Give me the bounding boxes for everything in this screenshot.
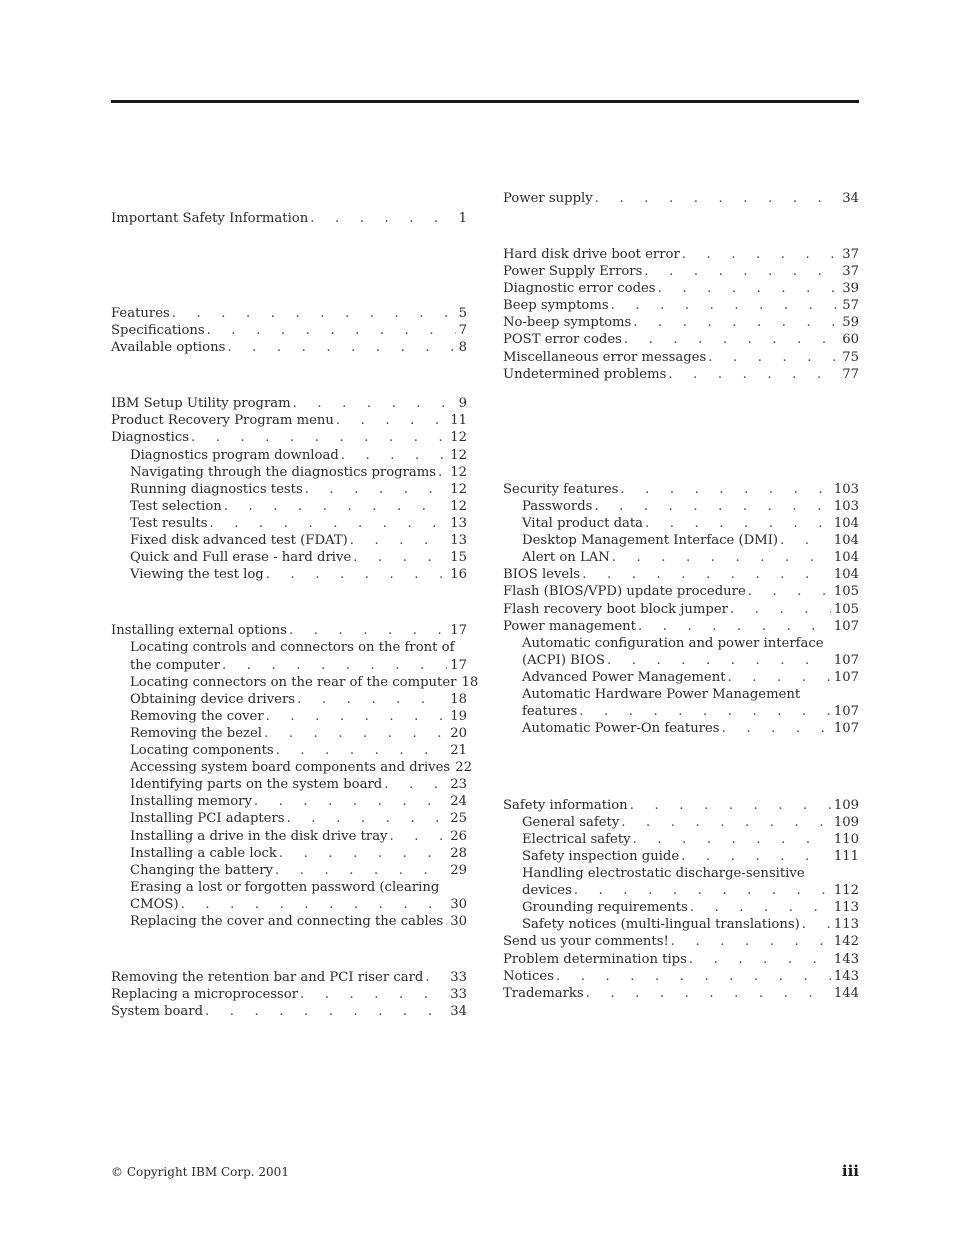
toc-title: Installing memory [130,794,252,809]
toc-entry[interactable] [130,776,467,793]
toc-entry[interactable] [130,810,467,827]
toc-title: Vital product data [522,516,644,531]
toc-page: 12 [450,465,467,480]
toc-leader [279,845,447,862]
toc-leader [689,951,831,968]
toc-entry[interactable] [130,657,467,674]
toc-entry[interactable] [503,968,859,985]
toc-page: 34 [842,191,859,206]
toc-page: 5 [458,306,467,321]
toc-page: 113 [833,917,859,932]
toc-entry[interactable] [130,879,467,896]
toc-title: BIOS levels [503,567,581,582]
toc-page: 105 [833,584,859,599]
toc-page: 13 [450,516,467,531]
toc-page: 143 [833,969,859,984]
toc-entry[interactable] [111,305,467,322]
toc-entry[interactable] [130,708,467,725]
toc-title: Power management [503,619,636,634]
toc-entry[interactable] [522,899,859,916]
toc-leader [353,549,447,566]
toc-page: 28 [450,846,467,861]
toc-page: 143 [833,952,859,967]
toc-leader [172,305,456,322]
toc-title: Hard disk drive boot error [503,247,680,262]
toc-title: Replacing the cover and connecting the cables [130,914,444,929]
toc-page: 7 [458,323,467,338]
toc-leader [574,882,831,899]
toc-title: CMOS) [130,897,179,912]
toc-entry[interactable] [130,828,467,845]
toc-entry[interactable] [503,331,859,348]
toc-leader [287,810,448,827]
toc-entry[interactable] [130,549,467,566]
toc-page: 104 [833,533,859,548]
toc-title: Send us your comments! [503,934,669,949]
toc-page: 113 [833,900,859,915]
toc-leader [607,652,831,669]
toc-page: 39 [842,281,859,296]
toc-leader [611,297,840,314]
toc-entry[interactable] [130,481,467,498]
toc-leader [658,280,840,297]
toc-page: 34 [450,1004,467,1019]
toc-leader [556,968,831,985]
toc-entry[interactable] [130,498,467,515]
toc-page: 37 [842,264,859,279]
toc-page: 107 [833,704,859,719]
page-number: iii [841,1162,859,1180]
toc-page: 9 [458,396,467,411]
toc-page: 12 [450,430,467,445]
toc-entry[interactable] [503,566,859,583]
toc-leader [310,210,455,227]
toc-leader [633,314,839,331]
toc-entry[interactable] [522,652,859,669]
toc-entry[interactable] [111,429,467,446]
toc-entry[interactable] [522,635,859,652]
toc-leader [425,969,447,986]
toc-title: Beep symptoms [503,298,609,313]
toc-leader [191,429,447,446]
toc-entry[interactable] [522,532,859,549]
toc-page: 30 [450,897,467,912]
toc-page: 8 [458,340,467,355]
toc-leader [728,669,831,686]
toc-page: 29 [450,863,467,878]
toc-title: Features [111,306,170,321]
toc-page: 25 [450,811,467,826]
toc-title: Flash (BIOS/VPD) update procedure [503,584,746,599]
toc-page: 107 [833,721,859,736]
toc-page: 37 [842,247,859,262]
toc-leader [645,515,831,532]
toc-page: 104 [833,567,859,582]
toc-entry[interactable] [130,515,467,532]
toc-leader [586,985,831,1002]
toc-leader [681,848,831,865]
toc-page: 20 [450,726,467,741]
toc-title: Electrical safety [522,832,631,847]
toc-entry[interactable] [130,913,467,930]
toc-title: Security features [503,482,619,497]
toc-entry[interactable] [130,464,467,481]
toc-leader [682,246,839,263]
toc-entry[interactable] [111,339,467,356]
toc-page: 24 [450,794,467,809]
toc-entry[interactable] [503,366,859,383]
toc-entry[interactable] [503,933,859,950]
toc-page: 33 [450,987,467,1002]
toc-entry[interactable] [503,280,859,297]
toc-title: Diagnostics program download [130,448,339,463]
toc-leader [802,916,831,933]
toc-page: 103 [833,482,859,497]
toc-page: 109 [833,815,859,830]
toc-entry[interactable] [130,845,467,862]
toc-entry[interactable] [503,985,859,1002]
toc-page: 18 [450,692,467,707]
toc-leader [630,797,831,814]
toc-title: Alert on LAN [522,550,610,565]
toc-leader [594,498,830,515]
toc-leader [708,349,839,366]
toc-leader [341,447,447,464]
toc-page: 21 [450,743,467,758]
toc-entry[interactable] [503,481,859,498]
toc-page: 110 [833,832,859,847]
toc-page: 11 [450,413,467,428]
toc-leader [181,896,448,913]
toc-leader [438,464,447,481]
toc-title: Fixed disk advanced test (FDAT) [130,533,348,548]
toc-page: 22 [455,760,472,775]
toc-title: Installing external options [111,623,287,638]
toc-title: Locating components [130,743,274,758]
toc-entry[interactable] [503,297,859,314]
toc-entry[interactable] [522,515,859,532]
toc-leader [624,331,839,348]
header-rule [111,100,859,103]
toc-page: 19 [450,709,467,724]
toc-title: Test selection [130,499,222,514]
toc-title: Diagnostic error codes [503,281,656,296]
toc-title: Specifications [111,323,205,338]
toc-title: Automatic Hardware Power Management [522,687,801,702]
toc-leader [300,986,447,1003]
toc-title: POST error codes [503,332,622,347]
toc-page: 12 [450,482,467,497]
toc-title: Installing a drive in the disk drive tray [130,829,388,844]
toc-leader [668,366,839,383]
toc-title: Diagnostics [111,430,189,445]
toc-page: 57 [842,298,859,313]
toc-entry[interactable] [503,263,859,280]
toc-leader [384,776,447,793]
toc-entry[interactable] [111,395,467,412]
toc-title: Removing the bezel [130,726,262,741]
toc-page: 77 [842,367,859,382]
toc-page: 75 [842,350,859,365]
toc-page: 104 [833,516,859,531]
toc-leader [644,263,839,280]
toc-title: Locating connectors on the rear of the computer [130,675,457,690]
toc-entry[interactable] [503,349,859,366]
toc-leader [266,708,448,725]
toc-leader [276,742,448,759]
toc-title: Changing the battery [130,863,273,878]
toc-entry[interactable] [130,566,467,583]
toc-leader [289,622,447,639]
toc-entry[interactable] [503,246,859,263]
toc-title: Safety notices (multi-lingual translations) [522,917,800,932]
toc-leader [336,412,447,429]
toc-entry[interactable] [522,686,859,703]
toc-title: Removing the cover [130,709,264,724]
toc-leader [780,532,831,549]
toc-title: Power Supply Errors [503,264,643,279]
toc-leader [390,828,448,845]
toc-title: Trademarks [503,986,584,1001]
toc-title: Erasing a lost or forgotten password (clearing [130,880,440,895]
toc-leader [227,339,455,356]
toc-page: 17 [450,623,467,638]
toc-page: 59 [842,315,859,330]
toc-page: 111 [833,849,859,864]
toc-page: 107 [833,653,859,668]
toc-entry[interactable] [522,498,859,515]
toc-leader [730,601,831,618]
toc-entry[interactable] [503,190,859,207]
toc-title: Removing the retention bar and PCI riser card [111,970,424,985]
toc-entry[interactable] [503,797,859,814]
toc-entry[interactable] [522,720,859,737]
toc-entry[interactable] [522,831,859,848]
toc-entry[interactable] [111,210,467,227]
toc-title: Handling electrostatic discharge-sensitive [522,866,805,881]
toc-title: Desktop Management Interface (DMI) [522,533,779,548]
toc-title: Grounding requirements [522,900,688,915]
toc-page: 107 [833,619,859,634]
toc-leader [638,618,831,635]
toc-entry[interactable] [111,322,467,339]
toc-entry[interactable] [522,916,859,933]
copyright-notice: © Copyright IBM Corp. 2001 [111,1165,289,1179]
toc-title: Viewing the test log [130,567,264,582]
toc-leader [254,793,447,810]
toc-leader [266,566,448,583]
toc-page: 15 [450,550,467,565]
toc-entry[interactable] [130,447,467,464]
toc-entry[interactable] [111,412,467,429]
toc-entry[interactable] [522,703,859,720]
toc-title: Passwords [522,499,593,514]
toc-leader [293,395,456,412]
toc-page: 33 [450,970,467,985]
toc-entry[interactable] [130,725,467,742]
toc-page: 142 [833,934,859,949]
toc-title: No-beep symptoms [503,315,632,330]
toc-leader [579,703,831,720]
toc-page: 17 [450,658,467,673]
toc-entry[interactable] [522,814,859,831]
toc-page: 30 [450,914,467,929]
toc-title: Undetermined problems [503,367,667,382]
toc-leader [671,933,831,950]
toc-entry[interactable] [522,848,859,865]
toc-entry[interactable] [130,674,479,691]
toc-entry[interactable] [522,865,859,882]
toc-entry[interactable] [522,669,859,686]
toc-title: Product Recovery Program menu [111,413,334,428]
toc-leader [297,691,447,708]
toc-title: Installing a cable lock [130,846,277,861]
toc-page: 109 [833,798,859,813]
toc-entry[interactable] [130,639,467,656]
toc-title: Automatic configuration and power interface [522,636,824,651]
toc-leader [305,481,447,498]
toc-page: 23 [450,777,467,792]
toc-title: Advanced Power Management [522,670,726,685]
toc-entry[interactable] [130,862,467,879]
toc-title: devices [522,883,572,898]
toc-leader [595,190,840,207]
toc-leader [748,583,831,600]
toc-page: 13 [450,533,467,548]
toc-page: 60 [842,332,859,347]
toc-title: Important Safety Information [111,211,309,226]
toc-entry[interactable] [503,618,859,635]
toc-title: Safety information [503,798,628,813]
toc-title: Power supply [503,191,593,206]
toc-title: Identifying parts on the system board [130,777,383,792]
toc-entry[interactable] [111,622,467,639]
toc-title: Automatic Power-On features [522,721,720,736]
toc-leader [620,481,830,498]
toc-entry[interactable] [111,986,467,1003]
toc-entry[interactable] [111,969,467,986]
toc-leader [205,1003,447,1020]
toc-title: Test results [130,516,208,531]
toc-leader [210,515,448,532]
toc-page: 107 [833,670,859,685]
toc-leader [445,913,447,930]
toc-entry[interactable] [130,691,467,708]
toc-page: 12 [450,499,467,514]
toc-page: 16 [450,567,467,582]
toc-entry[interactable] [130,742,467,759]
toc-entry[interactable] [503,951,859,968]
toc-leader [621,814,831,831]
toc-page: 1 [458,211,467,226]
toc-leader [207,322,456,339]
toc-leader [633,831,831,848]
toc-leader [582,566,831,583]
toc-title: Notices [503,969,554,984]
toc-page: 112 [833,883,859,898]
toc-leader [690,899,831,916]
toc-entry[interactable] [503,583,859,600]
toc-title: Available options [111,340,226,355]
toc-leader [350,532,447,549]
toc-leader [275,862,447,879]
toc-page: 26 [450,829,467,844]
toc-title: Miscellaneous error messages [503,350,707,365]
toc-title: Navigating through the diagnostics programs [130,465,437,480]
toc-entry[interactable] [522,882,859,899]
toc-title: General safety [522,815,620,830]
toc-leader [224,498,447,515]
toc-title: Safety inspection guide [522,849,680,864]
toc-title: Obtaining device drivers [130,692,296,707]
toc-title: Running diagnostics tests [130,482,303,497]
toc-leader [222,657,447,674]
toc-page: 105 [833,602,859,617]
toc-entry[interactable] [503,601,859,618]
toc-title: System board [111,1004,204,1019]
toc-entry[interactable] [522,549,859,566]
toc-title: features [522,704,578,719]
toc-page: 103 [833,499,859,514]
toc-page: 144 [833,986,859,1001]
toc-leader [722,720,831,737]
toc-title: the computer [130,658,220,673]
toc-title: Quick and Full erase - hard drive [130,550,352,565]
toc-title: Installing PCI adapters [130,811,285,826]
toc-entry[interactable] [130,896,467,913]
toc-page: 12 [450,448,467,463]
toc-title: IBM Setup Utility program [111,396,291,411]
toc-title: (ACPI) BIOS [522,653,605,668]
toc-title: Problem determination tips [503,952,687,967]
toc-entry[interactable] [130,532,467,549]
toc-entry[interactable] [130,759,472,776]
toc-title: Flash recovery boot block jumper [503,602,728,617]
toc-page: 104 [833,550,859,565]
toc-leader [264,725,447,742]
toc-title: Accessing system board components and drives [130,760,451,775]
toc-title: Locating controls and connectors on the front of [130,640,455,655]
toc-entry[interactable] [111,1003,467,1020]
toc-entry[interactable] [503,314,859,331]
toc-title: Replacing a microprocessor [111,987,299,1002]
toc-entry[interactable] [130,793,467,810]
toc-leader [612,549,831,566]
toc-page: 18 [461,675,479,690]
